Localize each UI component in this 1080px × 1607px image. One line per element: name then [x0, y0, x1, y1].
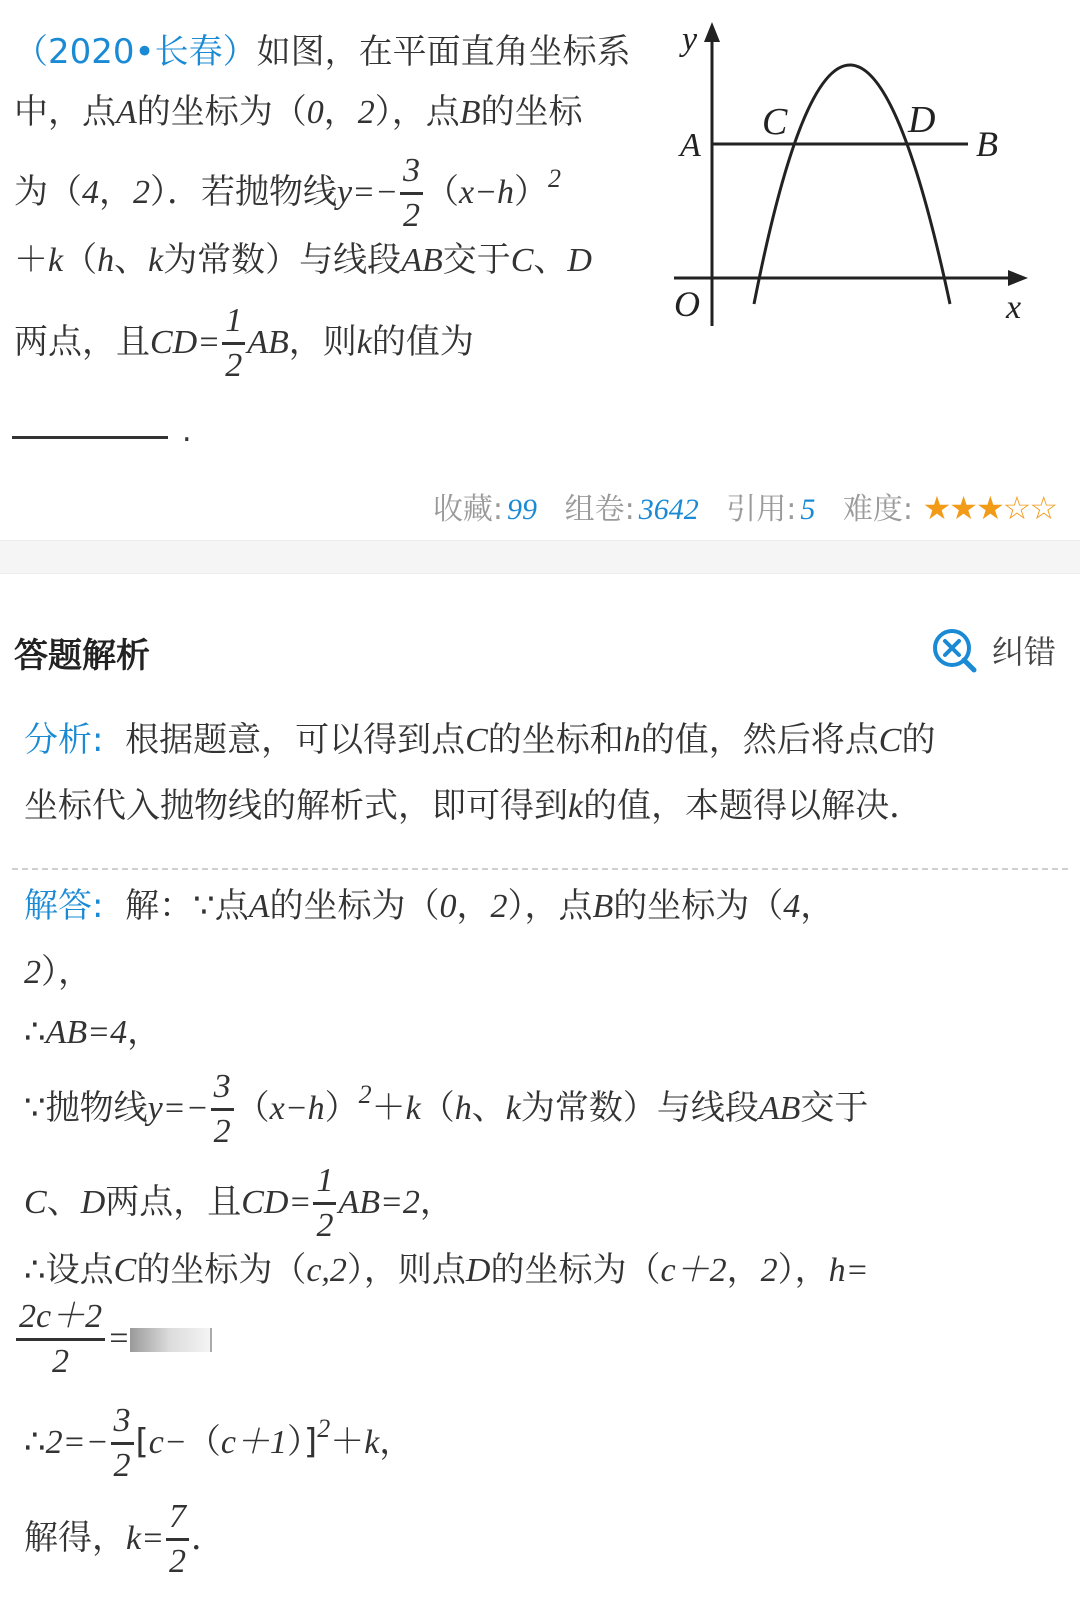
fraction [211, 1070, 234, 1149]
s-math: AB=4 [45, 1014, 128, 1051]
s-math: D [465, 1252, 491, 1289]
a-math: k [568, 788, 584, 825]
s-text: 的坐标为（ [136, 1250, 307, 1290]
s-math: B [592, 888, 614, 925]
s-text: ），则点 [346, 1250, 466, 1290]
blank-period: . [182, 414, 192, 449]
fraction [313, 1164, 336, 1243]
s-text: ， [379, 1422, 414, 1462]
fraction [111, 1404, 134, 1483]
question-line-5 [14, 304, 474, 383]
label-c: C [762, 101, 788, 143]
x-axis-arrow [1008, 270, 1028, 286]
question-line-3 [14, 154, 561, 233]
s-math: c＋2 [660, 1252, 727, 1289]
s-math: AB=2 [338, 1184, 420, 1221]
q-text: ） [514, 172, 549, 212]
q-text: ， [323, 92, 358, 132]
s-text: ＋ [371, 1088, 406, 1128]
answer-line-1 [24, 886, 834, 927]
fraction-numerator: 7 [166, 1500, 189, 1541]
fraction-numerator: 3 [211, 1070, 234, 1111]
s-math: x−h [269, 1090, 325, 1127]
q-math: k [148, 242, 164, 279]
cite-label: 引用: [726, 492, 797, 527]
s-math: h [454, 1090, 472, 1127]
s-text: ∵抛物线 [24, 1088, 148, 1128]
q-text: 的值为 [371, 322, 474, 362]
q-text: 为常数）与线段 [163, 240, 402, 280]
s-text: ） [324, 1088, 359, 1128]
label-d: D [908, 99, 936, 141]
q-math: AB [401, 242, 443, 279]
answer-line-6 [24, 1250, 869, 1291]
answer-blank [12, 436, 168, 439]
s-math: A [248, 888, 270, 925]
s-math: 0 [439, 888, 457, 925]
q-math: C [510, 242, 534, 279]
q-math: h [97, 242, 115, 279]
q-math: 4 [82, 174, 99, 211]
q-math: 2 [357, 94, 375, 131]
s-text: ＋ [330, 1422, 365, 1462]
q-text: 中，点 [14, 92, 116, 132]
s-text: ， [800, 886, 835, 926]
analysis-header: 答题解析 [14, 636, 150, 676]
difficulty-stars: ★★★☆☆ [922, 489, 1056, 527]
fraction-denominator: 2 [316, 1207, 334, 1244]
parabola-graph [674, 16, 1064, 342]
blurred-region [130, 1328, 212, 1352]
q-math: A [116, 94, 137, 131]
q-text: ＋ [14, 240, 48, 280]
fraction-denominator: 2 [402, 197, 420, 234]
q-math: CD= [150, 324, 221, 361]
q-text: ， [99, 172, 133, 212]
s-text: 的坐标为（ [490, 1250, 661, 1290]
fraction-numerator: 2c＋2 [16, 1300, 105, 1341]
section-divider [0, 540, 1080, 574]
fraction-numerator: 1 [313, 1164, 336, 1205]
a-text: 坐标代入抛物线的解析式，即可得到 [24, 786, 568, 826]
s-math: CD= [241, 1184, 312, 1221]
analysis-line-1 [24, 720, 935, 761]
s-text: ． [191, 1518, 226, 1558]
fraction-numerator: 3 [111, 1404, 134, 1445]
s-text: 解得， [24, 1518, 126, 1558]
s-math: c＋1 [220, 1424, 287, 1461]
s-math: k [364, 1424, 380, 1461]
s-text: ， [726, 1250, 761, 1290]
s-text: ）， [777, 1250, 829, 1290]
answer-label: 解答: [24, 886, 104, 926]
s-math: 2 [760, 1252, 778, 1289]
question-line-2 [14, 92, 583, 133]
a-text: 的坐标和 [487, 720, 624, 760]
analysis-line-2 [24, 786, 923, 827]
s-text: 为常数）与线段 [520, 1088, 759, 1128]
s-text: 交于 [800, 1088, 869, 1128]
s-math: 2=− [45, 1424, 109, 1461]
s-math: C [24, 1184, 47, 1221]
superscript: 2 [358, 1080, 372, 1109]
analysis-label: 分析: [24, 720, 104, 760]
answer-line-4 [24, 1070, 868, 1149]
difficulty-label: 难度: [842, 492, 914, 527]
fraction-numerator: 1 [222, 304, 245, 345]
s-text: ， [456, 886, 491, 926]
q-text: 、 [114, 240, 149, 280]
fraction [16, 1300, 105, 1379]
s-math: AB [758, 1090, 801, 1127]
q-text: 交于 [442, 240, 511, 280]
question-line-4 [14, 240, 592, 281]
q-text: ）．若抛物线 [150, 172, 337, 212]
q-text: （ [63, 240, 98, 280]
s-math: k [405, 1090, 421, 1127]
papers-count[interactable]: 3642 [638, 493, 699, 526]
q-math: 2 [133, 174, 150, 211]
s-math: c− [148, 1424, 187, 1461]
a-math: C [878, 722, 902, 759]
s-text: 解：∵点 [125, 886, 249, 926]
superscript: 2 [317, 1414, 331, 1443]
a-math: C [465, 722, 488, 759]
s-text: （ [420, 1088, 455, 1128]
s-math: h= [828, 1252, 869, 1289]
q-math: AB [247, 324, 289, 361]
answer-line-9 [24, 1500, 225, 1579]
q-text: ，则 [288, 322, 357, 362]
s-text: 的坐标为（ [269, 886, 440, 926]
label-a: A [680, 127, 701, 164]
s-text: ∴ [24, 1422, 46, 1462]
q-math: B [459, 94, 481, 131]
label-b: B [976, 124, 998, 164]
fraction-numerator: 3 [400, 154, 423, 195]
s-math: 4 [783, 888, 801, 925]
s-text: ∴ [24, 1012, 46, 1052]
fraction-denominator: 2 [225, 347, 243, 384]
q-text: 的坐标为（ [136, 92, 307, 132]
s-text: ）] [286, 1422, 318, 1462]
q-math: 0 [306, 94, 324, 131]
label-o: O [674, 284, 700, 324]
answer-line-7 [14, 1300, 212, 1379]
favorites-label: 收藏: [432, 492, 504, 527]
fraction-denominator: 2 [213, 1113, 231, 1150]
y-axis-arrow [704, 22, 720, 42]
fraction [400, 154, 423, 233]
answer-line-2 [24, 952, 92, 993]
s-text: 两点，且 [105, 1182, 242, 1222]
superscript: 2 [548, 164, 562, 193]
q-text: 如图，在平面直角坐标系 [256, 32, 631, 72]
fraction-denominator: 2 [113, 1447, 131, 1484]
q-math: y=− [337, 174, 398, 211]
q-text: ），点 [374, 92, 460, 132]
s-math: D [80, 1184, 106, 1221]
q-text: 的坐标 [480, 92, 583, 132]
s-text: ， [419, 1182, 454, 1222]
a-text: 根据题意，可以得到点 [125, 720, 466, 760]
q-math: x−h [458, 174, 515, 211]
s-math: 2 [24, 954, 41, 991]
answer-line-3 [24, 1012, 161, 1053]
s-text: ）， [41, 952, 92, 992]
s-math: k [505, 1090, 521, 1127]
s-text: （ [186, 1422, 221, 1462]
s-text: ∴设点 [24, 1250, 114, 1290]
papers-label: 组卷: [564, 492, 635, 527]
a-math: h [623, 722, 641, 759]
answer-line-8 [24, 1404, 413, 1483]
q-text: 两点，且 [14, 322, 150, 362]
s-text: 、 [471, 1088, 506, 1128]
correction-icon [930, 626, 978, 674]
s-math: 2 [490, 888, 508, 925]
answer-line-5 [24, 1164, 454, 1243]
fraction [222, 304, 245, 383]
s-math: y=− [147, 1090, 209, 1127]
correction-button[interactable] [930, 626, 1056, 674]
q-text: （ [424, 172, 459, 212]
q-math: k [356, 324, 372, 361]
fraction-denominator: 2 [52, 1343, 70, 1380]
label-x: x [1006, 289, 1022, 326]
a-text: 的值，本题得以解决． [583, 786, 924, 826]
question-line-1 [14, 32, 631, 72]
s-text: 、 [46, 1182, 81, 1222]
question-stats [433, 484, 1056, 528]
fraction-denominator: 2 [169, 1543, 187, 1580]
s-text: ），点 [507, 886, 593, 926]
fraction [166, 1500, 189, 1579]
s-math: k= [126, 1520, 165, 1557]
a-text: 的值，然后将点 [640, 720, 879, 760]
s-text: ， [127, 1012, 162, 1052]
q-text: 为（ [14, 172, 82, 212]
q-math: k [48, 242, 64, 279]
dashed-separator [12, 868, 1068, 870]
s-math: c,2 [306, 1252, 347, 1289]
correction-label: 纠错 [991, 633, 1056, 671]
cite-count[interactable]: 5 [800, 493, 816, 526]
s-math: C [113, 1252, 137, 1289]
favorites-count[interactable]: 99 [507, 493, 538, 526]
label-y: y [682, 21, 698, 58]
q-math: D [567, 242, 592, 279]
question-source[interactable]: （2020•长春） [14, 32, 257, 72]
s-text: （ [235, 1088, 270, 1128]
s-text: [ [135, 1422, 149, 1462]
q-text: 、 [533, 240, 568, 280]
a-text: 的 [901, 720, 936, 760]
s-text: 的坐标为（ [613, 886, 784, 926]
s-math: = [107, 1320, 131, 1357]
